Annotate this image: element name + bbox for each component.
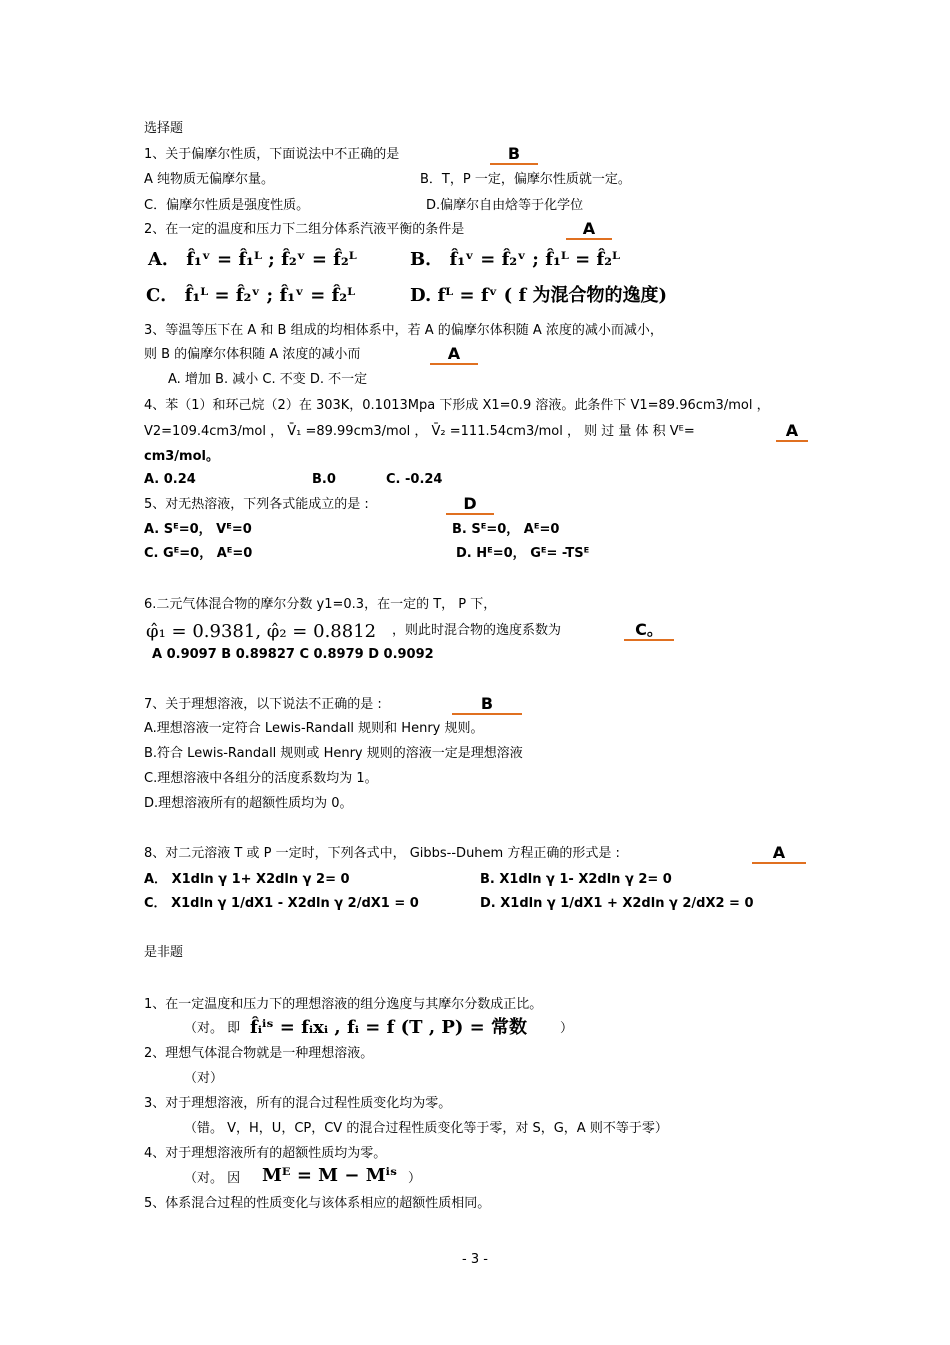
q4-line-3: cm3/mol。 (144, 449, 219, 464)
q2-option-a: A． f̂₁ᵛ = f̂₁ᴸ ; f̂₂ᵛ = f̂₂ᴸ (148, 249, 357, 270)
q7-option-c: C.理想溶液中各组分的活度系数均为 1。 (144, 771, 378, 786)
q1-option-d: D.偏摩尔自由焓等于化学位 (426, 198, 584, 213)
q8-answer: A (752, 844, 806, 864)
q8-option-d: D. X1dln γ 1/dX1 + X2dln γ 2/dX2 = 0 (480, 896, 754, 911)
q8-option-c: C． X1dln γ 1/dX1 - X2dln γ 2/dX1 = 0 (144, 896, 419, 911)
q5-stem: 5、对无热溶液，下列各式能成立的是 : (144, 497, 369, 512)
q5-answer: D (446, 495, 494, 515)
tf1-formula: f̂ᵢⁱˢ = fᵢxᵢ , fᵢ = f (T , P) = 常数 (250, 1017, 528, 1038)
q1-option-b: B．T，P 一定，偏摩尔性质就一定。 (420, 172, 631, 187)
tf1-note-prefix: （对。 即 (184, 1021, 241, 1036)
tf5-stem: 5、体系混合过程的性质变化与该体系相应的超额性质相同。 (144, 1196, 491, 1211)
q1-option-a: A 纯物质无偏摩尔量。 (144, 172, 275, 187)
q6-answer: C。 (624, 621, 674, 641)
q4-option-c: C. -0.24 (386, 472, 443, 487)
q6-tail: ，则此时混合物的逸度系数为 (392, 623, 562, 638)
q2-option-c: C． f̂₁ᴸ = f̂₂ᵛ ; f̂₁ᵛ = f̂₂ᴸ (146, 285, 356, 306)
q6-options: A 0.9097 B 0.89827 C 0.8979 D 0.9092 (152, 647, 434, 662)
q4-answer: A (776, 422, 808, 442)
q4-line-1: 4、苯（1）和环己烷（2）在 303K，0.1013Mpa 下形成 X1=0.9 溶液。此条件下 V1=89.96cm3/mol ， (144, 398, 770, 413)
q6-stem: 6.二元气体混合物的摩尔分数 y1=0.3，在一定的 T， P 下， (144, 597, 497, 612)
tf2-note: （对） (184, 1071, 224, 1086)
tf4-formula: Mᴱ = M − Mⁱˢ (262, 1165, 398, 1186)
q8-option-a: A． X1dln γ 1+ X2dln γ 2= 0 (144, 872, 350, 887)
tf3-note: （错。 V，H，U，CP，CV 的混合过程性质变化等于零，对 S，G，A 则不等于零） (184, 1121, 668, 1136)
q5-option-d: D. Hᴱ=0， Gᴱ= -TSᴱ (456, 546, 590, 561)
tf1-stem: 1、在一定温度和压力下的理想溶液的组分逸度与其摩尔分数成正比。 (144, 997, 543, 1012)
q7-option-b: B.符合 Lewis-Randall 规则或 Henry 规则的溶液一定是理想溶液 (144, 746, 523, 761)
tf1-note-suffix: ） (560, 1021, 574, 1036)
q6-formula: φ̂₁ = 0.9381, φ̂₂ = 0.8812 (146, 621, 377, 642)
q2-answer: A (566, 220, 612, 240)
q5-option-c: C. Gᴱ=0， Aᴱ=0 (144, 546, 253, 561)
q3-stem: 3、等温等压下在 A 和 B 组成的均相体系中，若 A 的偏摩尔体积随 A 浓度的减小而减小， (144, 323, 663, 338)
q4-option-a: A. 0.24 (144, 472, 196, 487)
q2-stem: 2、在一定的温度和压力下二组分体系汽液平衡的条件是 (144, 222, 465, 237)
q8-stem: 8、对二元溶液 T 或 P 一定时，下列各式中， Gibbs--Duhem 方程正确的形式是 : (144, 846, 620, 861)
tf2-stem: 2、理想气体混合物就是一种理想溶液。 (144, 1046, 374, 1061)
q5-option-b: B. Sᴱ=0， Aᴱ=0 (452, 522, 560, 537)
heading-true-false: 是非题 (144, 945, 184, 960)
tf4-stem: 4、对于理想溶液所有的超额性质均为零。 (144, 1146, 387, 1161)
q2-option-b: B． f̂₁ᵛ = f̂₂ᵛ ; f̂₁ᴸ = f̂₂ᴸ (410, 249, 621, 270)
q3-options: A. 增加 B. 减小 C. 不变 D. 不一定 (168, 372, 368, 387)
q5-option-a: A. Sᴱ=0， Vᴱ=0 (144, 522, 252, 537)
tf4-note-suffix: ） (408, 1171, 422, 1186)
q4-line-2: V2=109.4cm3/mol ， V̄₁ =89.99cm3/mol ， V̄₂ =111.54cm3/mol ， 则 过 量 体 积 Vᴱ= (144, 424, 695, 439)
q3-answer: A (430, 345, 478, 365)
q7-option-a: A.理想溶液一定符合 Lewis-Randall 规则和 Henry 规则。 (144, 721, 484, 736)
q7-stem: 7、关于理想溶液，以下说法不正确的是 : (144, 697, 382, 712)
q7-option-d: D.理想溶液所有的超额性质均为 0。 (144, 796, 353, 811)
heading-choice: 选择题 (144, 121, 184, 136)
q7-answer: B (452, 695, 522, 715)
tf3-stem: 3、对于理想溶液，所有的混合过程性质变化均为零。 (144, 1096, 452, 1111)
q1-stem: 1、关于偏摩尔性质，下面说法中不正确的是 (144, 147, 400, 162)
q2-option-d: D. fᴸ = fᵛ ( f 为混合物的逸度) (410, 285, 667, 306)
q1-option-c: C．偏摩尔性质是强度性质。 (144, 198, 310, 213)
q4-option-b: B.0 (312, 472, 336, 487)
q1-answer: B (490, 145, 538, 165)
q8-option-b: B. X1dln γ 1- X2dln γ 2= 0 (480, 872, 672, 887)
tf4-note-prefix: （对。 因 (184, 1171, 241, 1186)
q3-stem-2: 则 B 的偏摩尔体积随 A 浓度的减小而 (144, 347, 361, 362)
page-number: - 3 - (462, 1252, 488, 1267)
